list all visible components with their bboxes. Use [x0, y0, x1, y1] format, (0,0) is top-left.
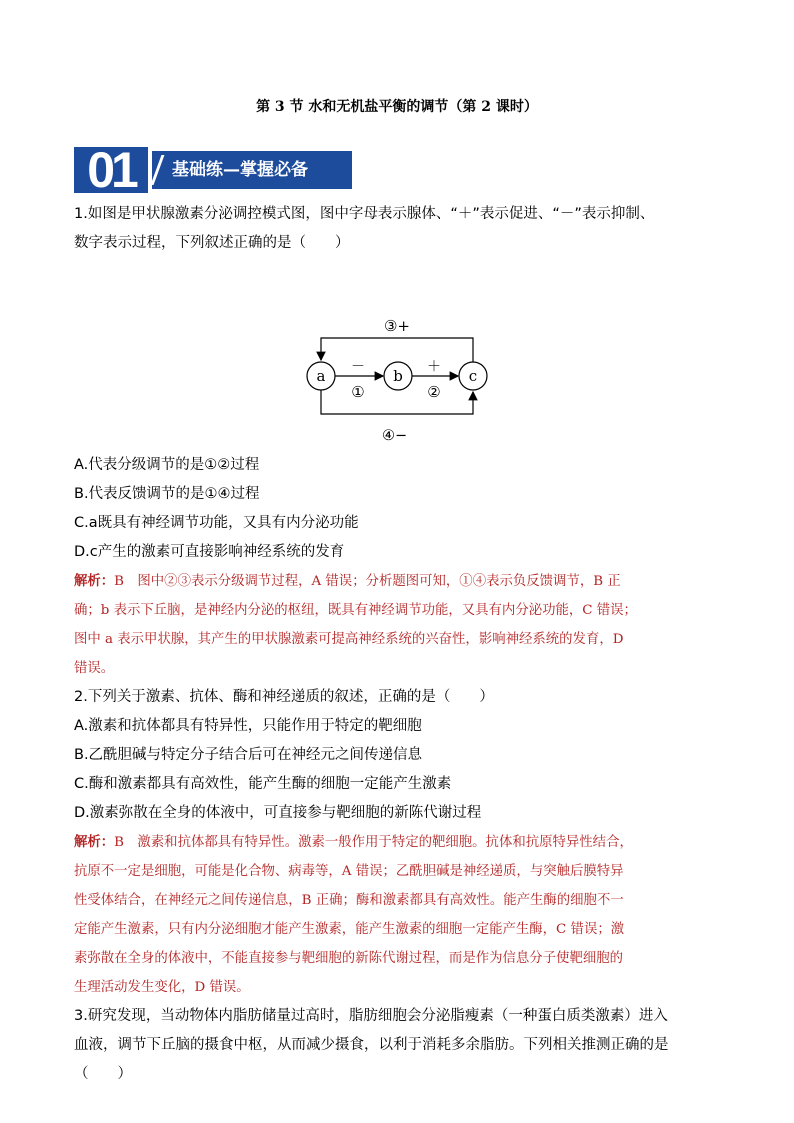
banner-text: 基础练—掌握必备: [172, 160, 308, 180]
answer-line: 生理活动发生变化，D 错误。: [74, 980, 250, 995]
section-banner: [74, 142, 354, 198]
node-b-label: b: [393, 367, 403, 385]
answer-label: 解析：: [74, 834, 115, 850]
question-1: [74, 200, 724, 683]
answer-text: B 激素和抗体都具有特异性。激素一般作用于特定的靶细胞。抗体和抗原特异性结合，: [114, 835, 633, 850]
num-a-b: ①: [351, 383, 365, 401]
page-title: 第 3 节 水和无机盐平衡的调节（第 2 课时）: [256, 99, 538, 115]
node-c-label: c: [468, 367, 478, 385]
option-d: D.c产生的激素可直接影响神经系统的发育: [74, 544, 345, 560]
arrow-a-to-c-bottom: [321, 390, 473, 414]
option-d: D.激素弥散在全身的体液中，可直接参与靶细胞的新陈代谢过程: [74, 805, 482, 821]
content: [74, 200, 724, 1089]
answer-line: [74, 567, 724, 596]
option-c: C.酶和激素都具有高效性，能产生酶的细胞一定能产生激素: [74, 776, 452, 792]
option-b: B.乙酰胆碱与特定分子结合后可在神经元之间传递信息: [74, 747, 423, 763]
option-c: C.a既具有神经调节功能，又具有内分泌功能: [74, 515, 359, 531]
num-b-c: ②: [427, 383, 441, 401]
question-2: [74, 683, 724, 1002]
question-stem: 1.如图是甲状腺激素分泌调控模式图，图中字母表示腺体、“＋”表示促进、“－”表示抑制、: [74, 206, 655, 222]
hormone-regulation-diagram: [74, 258, 724, 416]
bottom-process-label-row: [74, 422, 724, 451]
question-stem: 2.下列关于激素、抗体、酶和神经递质的叙述，正确的是（ ）: [74, 689, 494, 705]
option-a: A.激素和抗体都具有特异性，只能作用于特定的靶细胞: [74, 718, 422, 734]
sign-b-c: ＋: [427, 359, 441, 375]
answer-line: 抗原不一定是细胞，可能是化合物、病毒等，A 错误；乙酰胆碱是神经递质，与突触后膜特异: [74, 864, 624, 879]
node-a-label: a: [316, 367, 326, 385]
option-b: B.代表反馈调节的是①④过程: [74, 486, 260, 502]
option-a: A.代表分级调节的是①②过程: [74, 457, 260, 473]
top-process-label: ③+: [383, 317, 411, 335]
question-stem: （ ）: [74, 1066, 132, 1082]
bottom-process-label: ④−: [382, 428, 408, 444]
question-stem: 血液，调节下丘脑的摄食中枢，从而减少摄食，以利于消耗多余脂肪。下列相关推测正确的是: [74, 1037, 669, 1053]
answer-line: 确；b 表示下丘脑，是神经内分泌的枢纽，既具有神经调节功能，又具有内分泌功能，C 错误；: [74, 603, 637, 618]
arrow-c-to-a-top: [321, 338, 473, 362]
question-stem: 3.研究发现，当动物体内脂肪储量过高时，脂肪细胞会分泌脂瘦素（一种蛋白质类激素）进入: [74, 1008, 668, 1024]
answer-label: 解析：: [74, 573, 115, 589]
answer-line: 性受体结合，在神经元之间传递信息，B 正确；酶和激素都具有高效性。能产生酶的细胞不一: [74, 893, 624, 908]
banner-number: 01: [74, 147, 148, 193]
answer-line: 定能产生激素，只有内分泌细胞才能产生激素，能产生激素的细胞一定能产生酶，C 错误；激: [74, 922, 625, 937]
answer-line: 素弥散在全身的体液中，不能直接参与靶细胞的新陈代谢过程，而是作为信息分子使靶细胞的: [74, 951, 624, 966]
answer-line: [74, 828, 724, 857]
answer-line: 错误。: [74, 661, 115, 676]
answer-line: 图中 a 表示甲状腺，其产生的甲状腺激素可提高神经系统的兴奋性，影响神经系统的发育，D: [74, 632, 624, 647]
question-stem: 数字表示过程，下列叙述正确的是（ ）: [74, 235, 350, 251]
answer-text: B 图中②③表示分级调节过程，A 错误；分析题图可知，①④表示负反馈调节，B 正: [114, 574, 621, 589]
sign-a-b: －: [351, 359, 365, 375]
question-3: [74, 1002, 724, 1089]
